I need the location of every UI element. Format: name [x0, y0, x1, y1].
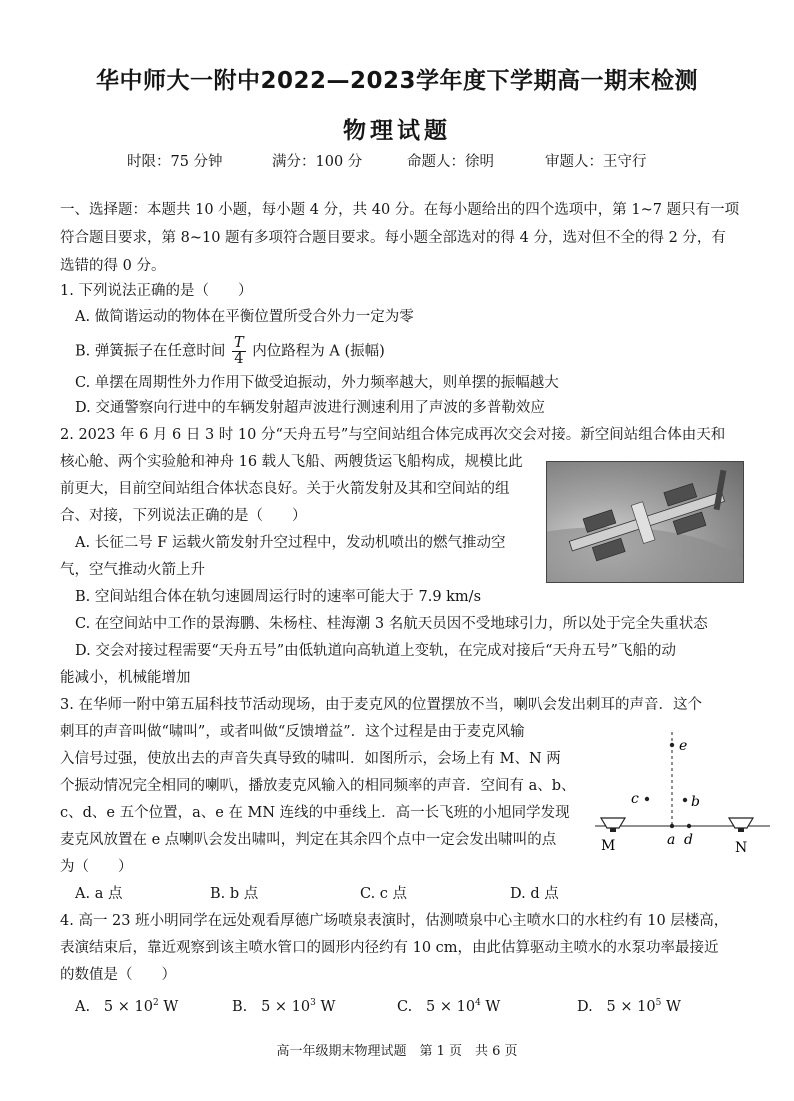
section-intro-line: 符合题目要求，第 8~10 题有多项符合题目要求。每小题全部选对的得 4 分，选对但不全的得 2 分，有	[60, 230, 726, 246]
full-score: 满分：100 分	[272, 154, 363, 170]
q4-option-c	[397, 991, 500, 1019]
label-d: d	[684, 832, 693, 848]
q3-option-b: B. b 点	[210, 886, 259, 902]
q4-option-d-value: 5 × 10	[606, 998, 656, 1015]
exam-subtitle: 物理试题	[343, 118, 451, 144]
q4-option-a	[75, 991, 178, 1019]
q1-option-d: D. 交通警察向行进中的车辆发射超声波进行测速利用了声波的多普勒效应	[75, 400, 545, 416]
q4-option-b-value: 5 × 10	[261, 998, 311, 1015]
q2-option-d-cont: 能减小，机械能增加	[60, 670, 191, 686]
q4-option-d-exponent: 5	[655, 998, 662, 1008]
point-c	[645, 797, 649, 801]
q4-line: 4. 高一 23 班小明同学在远处观看厚德广场喷泉表演时，估测喷泉中心主喷水口的水柱约有 10 层楼高，	[60, 913, 729, 929]
q4-option-d	[577, 991, 681, 1019]
label-a: a	[667, 832, 676, 848]
question-author: 命题人：徐明	[407, 154, 494, 170]
q4-option-c-exponent: 4	[475, 998, 481, 1008]
q3-line: 入信号过强，使放出去的声音失真导致的啸叫．如图所示，会场上有 M、N 两	[60, 751, 561, 767]
point-d	[687, 824, 691, 828]
q4-option-d-unit: W	[665, 998, 681, 1015]
q2-option-b: B. 空间站组合体在轨匀速圆周运行时的速率可能大于 7.9 km/s	[75, 589, 482, 605]
q4-option-b	[232, 991, 335, 1019]
q1-option-b-post: 内位路程为 A (振幅)	[252, 343, 385, 360]
fraction-numerator: T	[233, 335, 244, 351]
q4-option-c-label: C.	[397, 998, 413, 1015]
q3-line: 个振动情况完全相同的喇叭，播放麦克风输入的相同频率的声音．空间有 a、b、	[60, 778, 576, 794]
speaker-n-icon	[729, 818, 753, 832]
q4-option-b-label: B.	[232, 998, 248, 1015]
section-intro-line: 一、选择题：本题共 10 小题，每小题 4 分，共 40 分。在每小题给出的四个选项中，第 1~7 题只有一项	[60, 202, 740, 218]
label-c: c	[631, 791, 639, 807]
q2-option-a-cont: 气，空气推动火箭上升	[60, 562, 205, 578]
q4-option-c-value: 5 × 10	[426, 998, 476, 1015]
q2-line: 2. 2023 年 6 月 6 日 3 时 10 分“天舟五号”与空间站组合体完成再次交会对接。新空间站组合体由天和	[60, 427, 726, 443]
q3-option-c: C. c 点	[360, 886, 408, 902]
q2-line: 合、对接，下列说法正确的是（ ）	[60, 508, 307, 524]
q3-line: 刺耳的声音叫做“啸叫”，或者叫做“反馈增益”．这个过程是由于麦克风输	[60, 724, 525, 740]
q1-option-b	[75, 336, 385, 367]
q4-option-c-unit: W	[485, 998, 501, 1015]
q4-option-b-exponent: 3	[310, 998, 316, 1008]
space-station-photo	[546, 461, 744, 583]
q1-option-b-pre: B. 弹簧振子在任意时间	[75, 343, 226, 360]
q4-option-a-label: A.	[75, 998, 91, 1015]
q3-line: 为（ ）	[60, 859, 133, 875]
q4-line: 表演结束后，靠近观察到该主喷水管口的圆形内径约有 10 cm，由此估算驱动主喷水的水泵功率最接近	[60, 940, 719, 956]
q1-option-c: C. 单摆在周期性外力作用下做受迫振动，外力频率越大，则单摆的振幅越大	[75, 375, 559, 391]
q2-option-a: A. 长征二号 F 运载火箭发射升空过程中，发动机喷出的燃气推动空	[75, 535, 506, 551]
point-e	[670, 743, 674, 747]
fraction	[232, 336, 246, 367]
question-reviewer: 审题人：王守行	[545, 154, 647, 170]
label-n: N	[735, 840, 748, 856]
q2-line: 核心舱、两个实验舱和神舟 16 载人飞船、两艘货运飞船构成，规模比此	[60, 454, 523, 470]
speaker-diagram	[595, 728, 770, 858]
label-m: M	[601, 838, 616, 854]
label-b: b	[691, 794, 700, 810]
q4-option-d-label: D.	[577, 998, 593, 1015]
q4-option-b-unit: W	[320, 998, 336, 1015]
q4-option-a-unit: W	[163, 998, 179, 1015]
q2-line: 前更大，目前空间站组合体状态良好。关于火箭发射及其和空间站的组	[60, 481, 510, 497]
space-station-illustration	[547, 462, 743, 582]
page-footer: 高一年级期末物理试题 第 1 页 共 6 页	[276, 1044, 518, 1059]
q2-option-d: D. 交会对接过程需要“天舟五号”由低轨道向高轨道上变轨，在完成对接后“天舟五号”飞船的动	[75, 643, 676, 659]
q3-option-d: D. d 点	[510, 886, 559, 902]
q4-line: 的数值是（ ）	[60, 967, 176, 983]
speaker-m-icon	[601, 818, 625, 832]
fraction-denominator: 4	[234, 351, 244, 367]
q1-stem: 1. 下列说法正确的是（ ）	[60, 283, 253, 299]
point-b	[683, 798, 687, 802]
point-a	[670, 824, 674, 828]
q3-line: c、d、e 五个位置，a、e 在 MN 连线的中垂线上．高一长飞班的小旭同学发现	[60, 805, 570, 821]
q3-line: 麦克风放置在 e 点喇叭会发出啸叫，判定在其余四个点中一定会发出啸叫的点	[60, 832, 557, 848]
label-e: e	[679, 738, 688, 754]
exam-title: 华中师大一附中2022—2023学年度下学期高一期末检测	[95, 68, 699, 94]
q1-option-a: A. 做简谐运动的物体在平衡位置所受合外力一定为零	[75, 309, 414, 325]
time-limit: 时限：75 分钟	[127, 154, 223, 170]
q2-option-c: C. 在空间站中工作的景海鹏、朱杨柱、桂海潮 3 名航天员因不受地球引力，所以处于完全失重状态	[75, 616, 708, 632]
q3-line: 3. 在华师一附中第五届科技节活动现场，由于麦克风的位置摆放不当，喇叭会发出刺耳的声音．这个	[60, 697, 702, 713]
q4-option-a-exponent: 2	[152, 998, 159, 1008]
section-intro-line: 选错的得 0 分。	[60, 258, 166, 274]
q4-option-a-value: 5 × 10	[103, 998, 153, 1015]
q3-option-a: A. a 点	[75, 886, 123, 902]
